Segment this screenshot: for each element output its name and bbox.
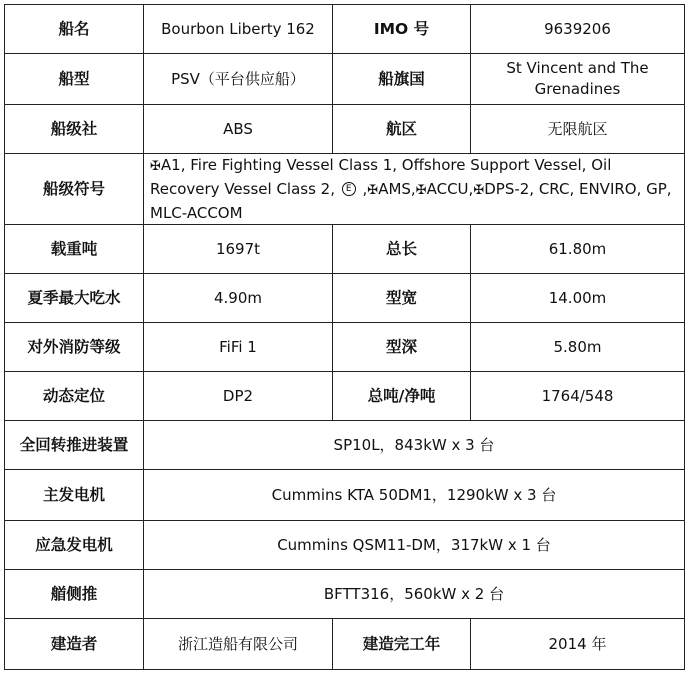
imo-label: IMO 号 [333,5,471,54]
deadweight-value: 1697t [144,225,333,274]
table-row [5,521,685,570]
table-row [5,323,685,372]
ship-name-label: 船名 [5,5,144,54]
main-generator-value: Cummins KTA 50DM1，1290kW x 3 台 [144,470,685,521]
tonnage-label: 总吨/净吨 [333,372,471,421]
table-row [5,421,685,470]
navigation-area-value: 无限航区 [471,105,685,154]
year-built-label: 建造完工年 [333,619,471,670]
fifi-class-label: 对外消防等级 [5,323,144,372]
maltese-cross-icon: ✠ [367,183,379,198]
table-row [5,54,685,105]
bow-thruster-value: BFTT316，560kW x 2 台 [144,570,685,619]
ship-name-value: Bourbon Liberty 162 [144,5,333,54]
table-row [5,154,685,225]
ship-spec-table [4,4,685,670]
class-society-label: 船级社 [5,105,144,154]
table-row [5,372,685,421]
maltese-cross-icon: ✠ [415,183,427,198]
summer-draft-label: 夏季最大吃水 [5,274,144,323]
builder-label: 建造者 [5,619,144,670]
table-row [5,570,685,619]
summer-draft-value: 4.90m [144,274,333,323]
table-row [5,470,685,521]
maltese-cross-icon: ✠ [473,183,485,198]
imo-value: 9639206 [471,5,685,54]
circled-e-icon: E [342,182,356,196]
deadweight-label: 载重吨 [5,225,144,274]
tonnage-value: 1764/548 [471,372,685,421]
table-row [5,225,685,274]
class-notation-value: ✠A1, Fire Fighting Vessel Class 1, Offshore Support Vessel, Oil Recovery Vessel Class 2, E ,✠AMS,✠ACCU,✠DPS-2, CRC, ENVIRO, GP, MLC-ACCOM [144,154,685,225]
table-row [5,105,685,154]
table-row [5,5,685,54]
breadth-value: 14.00m [471,274,685,323]
depth-label: 型深 [333,323,471,372]
class-notation-label: 船级符号 [5,154,144,225]
depth-value: 5.80m [471,323,685,372]
dynamic-positioning-label: 动态定位 [5,372,144,421]
ship-type-label: 船型 [5,54,144,105]
maltese-cross-icon: ✠ [150,159,161,174]
azimuth-thruster-label: 全回转推进装置 [5,421,144,470]
azimuth-thruster-value: SP10L，843kW x 3 台 [144,421,685,470]
dynamic-positioning-value: DP2 [144,372,333,421]
builder-value: 浙江造船有限公司 [144,619,333,670]
flag-state-label: 船旗国 [333,54,471,105]
main-generator-label: 主发电机 [5,470,144,521]
navigation-area-label: 航区 [333,105,471,154]
fifi-class-value: FiFi 1 [144,323,333,372]
length-overall-label: 总长 [333,225,471,274]
ship-type-value: PSV（平台供应船） [144,54,333,105]
breadth-label: 型宽 [333,274,471,323]
emergency-generator-label: 应急发电机 [5,521,144,570]
table-row [5,274,685,323]
table-row [5,619,685,670]
emergency-generator-value: Cummins QSM11-DM，317kW x 1 台 [144,521,685,570]
class-society-value: ABS [144,105,333,154]
year-built-value: 2014 年 [471,619,685,670]
length-overall-value: 61.80m [471,225,685,274]
flag-state-value: St Vincent and The Grenadines [471,54,685,105]
bow-thruster-label: 艏侧推 [5,570,144,619]
